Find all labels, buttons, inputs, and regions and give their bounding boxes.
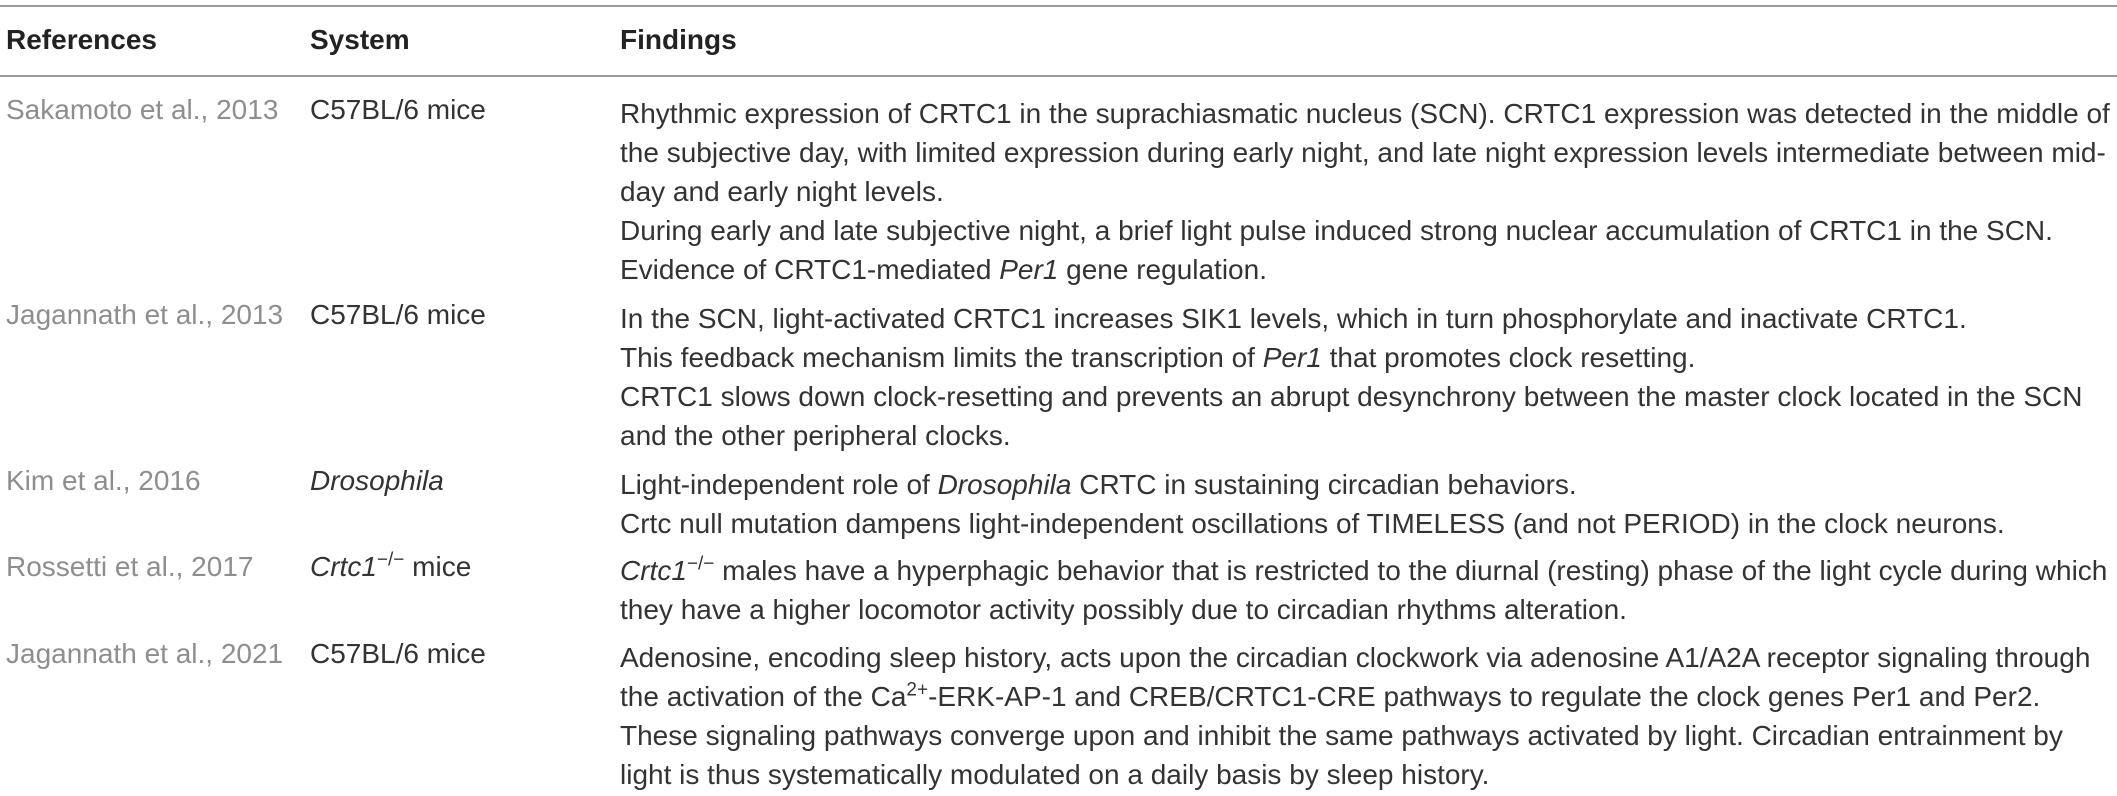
finding-line: Adenosine, encoding sleep history, acts upon the circadian clockwork via adenosine A1/A2A receptor signaling through the activation of the $Ca^{2+}-ERK-AP-1$ and CREB/CRTC1-CRE pathways to regulate the clock genes Per1 and Per2.	[620, 642, 2091, 712]
findings-cell	[620, 638, 2112, 794]
header-system: System	[310, 24, 410, 55]
finding-line: Crtc1−/− males have a hyperphagic behavior that is restricted to the diurnal (resting) phase of the light cycle during which they have a higher locomotor activity possibly due to circadian rhythms alteration.	[620, 553, 2108, 625]
reference-cell: Rossetti et al., 2017	[6, 551, 254, 582]
table-top-rule	[0, 5, 2117, 7]
system-cell: Drosophila	[310, 465, 444, 496]
system-cell: C57BL/6 mice	[310, 299, 486, 330]
reference-cell: Sakamoto et al., 2013	[6, 94, 279, 125]
finding-line: In the SCN, light-activated CRTC1 increases SIK1 levels, which in turn phosphorylate and inactivate CRTC1.	[620, 303, 1967, 334]
findings-cell	[620, 465, 2112, 543]
finding-line: This feedback mechanism limits the transcription of Per1 that promotes clock resetting.	[620, 342, 1696, 373]
header-findings: Findings	[620, 24, 737, 55]
header-bottom-rule	[0, 75, 2117, 77]
finding-line: Evidence of CRTC1-mediated Per1 gene regulation.	[620, 254, 1267, 285]
reference-cell: Jagannath et al., 2021	[6, 638, 284, 669]
finding-line: Light-independent role of Drosophila CRTC in sustaining circadian behaviors.	[620, 469, 1577, 500]
header-references: References	[6, 24, 157, 55]
finding-line: CRTC1 slows down clock-resetting and prevents an abrupt desynchrony between the master clock located in the SCN and the other peripheral clocks.	[620, 381, 2083, 451]
system-cell: Crtc1−/− mice	[310, 549, 472, 582]
finding-line: During early and late subjective night, a brief light pulse induced strong nuclear accumulation of CRTC1 in the SCN.	[620, 215, 2053, 246]
reference-cell: Jagannath et al., 2013	[6, 299, 284, 330]
findings-cell	[620, 94, 2112, 289]
system-cell: C57BL/6 mice	[310, 94, 486, 125]
system-cell: C57BL/6 mice	[310, 638, 486, 669]
findings-cell	[620, 551, 2112, 629]
finding-line: Rhythmic expression of CRTC1 in the suprachiasmatic nucleus (SCN). CRTC1 expression was detected in the middle of the subjective day, with limited expression during early night, and late night expression levels intermediate between mid-day and early night levels.	[620, 98, 2110, 207]
reference-cell: Kim et al., 2016	[6, 465, 201, 496]
findings-cell	[620, 299, 2112, 455]
finding-line: Crtc null mutation dampens light-independent oscillations of TIMELESS (and not PERIOD) in the clock neurons.	[620, 508, 2005, 539]
finding-line: These signaling pathways converge upon and inhibit the same pathways activated by light. Circadian entrainment by light is thus systematically modulated on a daily basis by sleep history.	[620, 720, 2063, 790]
